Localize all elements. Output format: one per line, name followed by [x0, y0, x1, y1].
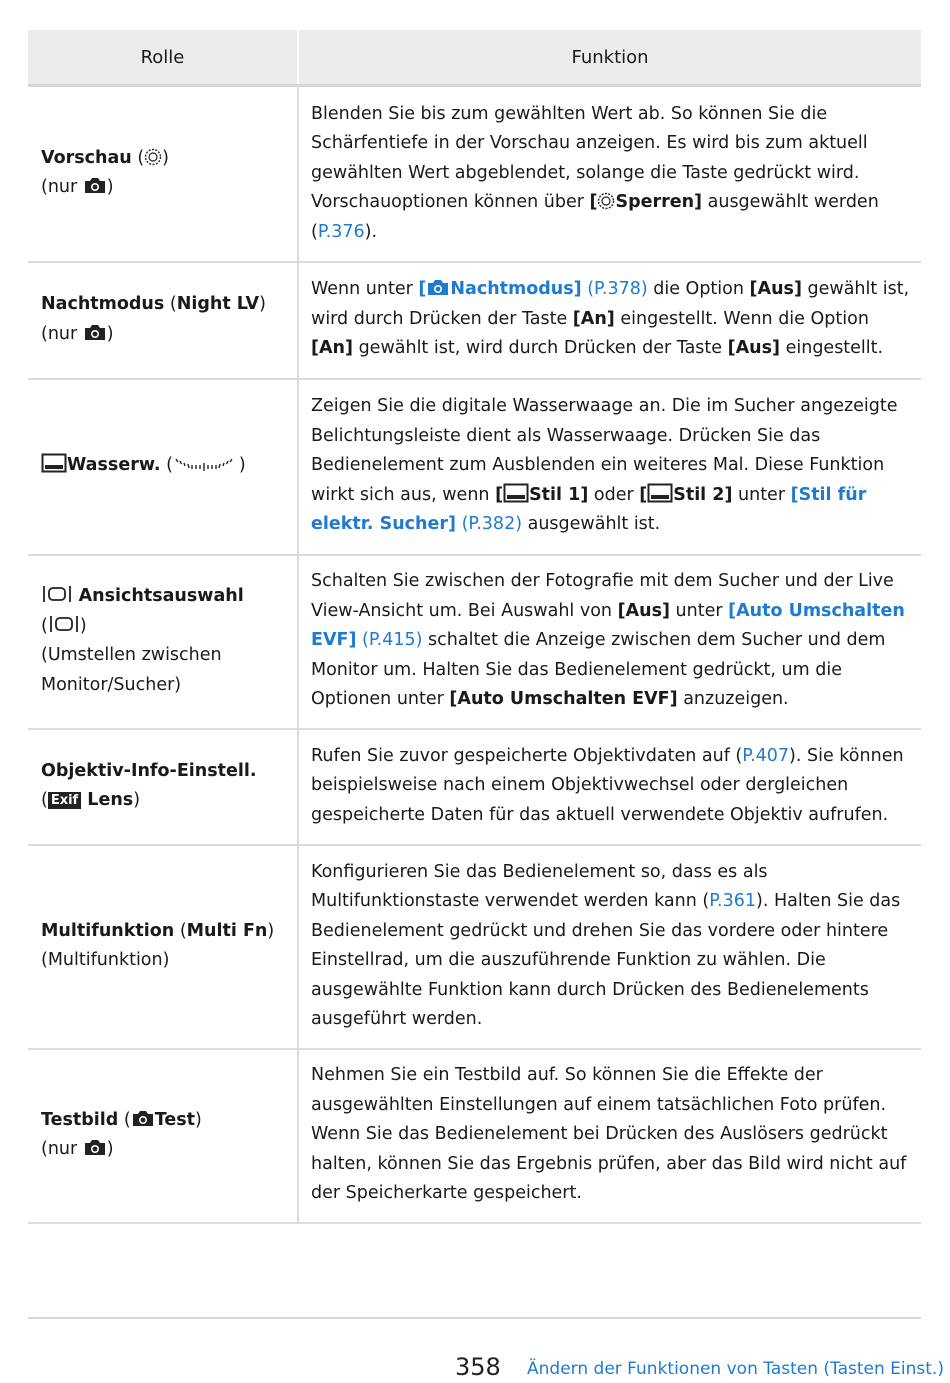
func-text: ausgewählt ist. [522, 514, 661, 535]
settings-table-page [28, 30, 921, 1224]
option: [Aus] [749, 279, 802, 300]
bracket: [ [589, 192, 598, 212]
func-text: ausgewählt werden ( [311, 192, 879, 242]
page-link[interactable]: (P.382) [456, 514, 523, 535]
camera-icon [83, 1138, 107, 1156]
paren: ) [194, 1109, 202, 1130]
option: [An] [572, 308, 615, 329]
table-row [28, 845, 921, 1049]
table-row [28, 555, 921, 729]
function-cell [298, 729, 921, 845]
paren: ( [41, 790, 48, 810]
func-text: Zeigen Sie die digitale Wasserwaage an. Die im Sucher angezeigte Belichtungsleiste dient als Wasserwaage. Drücken Sie das Bedienelement zum Ausblenden ein weiteres Mal. Diese Funktion wirkt sich aus, wenn [311, 396, 898, 505]
paren: ( [160, 455, 173, 476]
page-link[interactable]: P.361 [709, 891, 756, 911]
only-label: (nur [41, 323, 83, 344]
page-link[interactable]: P.376 [317, 221, 365, 242]
func-text: ). [364, 221, 378, 242]
function-table [28, 30, 921, 1224]
function-cell [298, 86, 921, 262]
role-cell [28, 845, 298, 1049]
bracket: [ [495, 484, 504, 505]
paren: ) [106, 323, 114, 344]
menu-link[interactable]: [Stil für elektr. Sucher] [311, 484, 867, 535]
paren: ) [133, 790, 141, 810]
role-name: Wasserw. [67, 455, 161, 476]
option: [An] [311, 338, 353, 359]
function-cell [298, 1049, 921, 1223]
table-row [28, 379, 921, 555]
role-name: Ansichtsauswahl [78, 586, 244, 606]
evf-icon [41, 453, 67, 473]
table-row [28, 1049, 921, 1223]
paren: ) [162, 147, 169, 168]
view-selector-icon [48, 614, 80, 634]
role-cell [28, 262, 298, 379]
option: [Aus] [617, 600, 670, 621]
table-header-row [28, 30, 921, 86]
role-name: Multifunktion [41, 920, 175, 941]
menu-link[interactable]: [Auto Umschalten EVF] [311, 600, 905, 651]
func-text: Wenn unter [311, 279, 419, 300]
footer-divider [28, 1317, 921, 1319]
paren: ) [267, 920, 275, 941]
func-text: eingestellt. [780, 338, 884, 359]
paren: ( [174, 920, 187, 941]
role-description: (Umstellen zwischen Monitor/Sucher) [41, 645, 222, 695]
option: Stil 1] [529, 484, 589, 505]
only-label: (nur [41, 177, 83, 198]
section-title-link[interactable]: Ändern der Funktionen von Tasten (Tasten Einst.) [527, 1359, 944, 1379]
paren: ( [41, 615, 48, 636]
option: Stil 2] [673, 484, 733, 505]
paren: ) [238, 455, 246, 476]
function-cell [298, 262, 921, 379]
table-row [28, 729, 921, 845]
role-name: Nachtmodus [41, 294, 165, 314]
role-cell [28, 379, 298, 555]
paren: ) [79, 615, 87, 636]
func-text: gewählt ist, wird durch Drücken der Taste [311, 279, 910, 329]
table-row [28, 86, 921, 262]
paren: ) [106, 1139, 114, 1159]
func-text: schaltet die Anzeige zwischen dem Sucher und dem Monitor um. Halten Sie das Bedienelement gedrückt, um die Optionen unter [311, 630, 886, 710]
evf-icon [647, 483, 673, 503]
role-cell [28, 86, 298, 262]
role-name: Testbild [41, 1109, 119, 1130]
evf-icon [503, 483, 529, 503]
role-cell [28, 729, 298, 845]
func-text: ). Halten Sie das Bedienelement gedrückt und drehen Sie das vordere oder hintere Einstellrad, um die auszuführende Funktion zu wählen. Die ausgewählte Funktion kann durch Drücken des Bedienelements ausgeführt werden. [311, 891, 901, 1029]
func-text: unter [669, 600, 729, 621]
func-text: Nehmen Sie ein Testbild auf. So können Sie die Effekte der ausgewählten Einstellungen auf einem tatsächlichen Foto prüfen. Wenn Sie das Bedienelement bei Drücken des Auslösers gedrückt halten, können Sie das Ergebnis prüfen, aber das Bild wird nicht auf der Speicherkarte gespeichert. [311, 1065, 907, 1204]
role-name: Vorschau [41, 147, 132, 168]
func-text: die Option [647, 279, 750, 300]
paren: ) [259, 294, 266, 314]
func-text: anzuzeigen. [677, 689, 789, 710]
view-selector-icon [41, 584, 73, 604]
page-link[interactable]: P.407 [742, 745, 790, 766]
option: [Auto Umschalten EVF] [449, 689, 678, 710]
header-role: Rolle [28, 30, 298, 86]
camera-icon [83, 176, 107, 194]
func-text: Blenden Sie bis zum gewählten Wert ab. So können Sie die Schärfentiefe in der Vorschau anzeigen. Es wird bis zum aktuell gewählten Wert abgeblendet, solange die Taste gedrückt wird. Vorschauoptionen können über [311, 103, 868, 212]
exif-icon: Exif [48, 792, 81, 809]
bracket: [ [639, 484, 648, 505]
camera-icon [131, 1109, 155, 1127]
func-text: unter [732, 484, 791, 505]
func-text: oder [588, 484, 640, 505]
function-cell [298, 379, 921, 555]
paren: ( [131, 147, 145, 168]
role-cell [28, 555, 298, 729]
aperture-icon [597, 192, 615, 210]
func-text: Schalten Sie zwischen der Fotografie mit dem Sucher und der Live View-Ansicht um. Bei Auswahl von [311, 571, 894, 621]
paren: ( [118, 1109, 131, 1130]
page-link[interactable]: (P.415) [356, 630, 423, 651]
option: [Aus] [727, 338, 781, 359]
paren: ) [106, 177, 114, 198]
function-cell [298, 555, 921, 729]
menu-link[interactable]: Nachtmodus] [450, 279, 582, 300]
page-number: 358 [455, 1353, 501, 1381]
func-text: gewählt ist, wird durch Drücken der Taste [353, 338, 728, 359]
role-sub: Night LV [176, 294, 260, 314]
func-text: Rufen Sie zuvor gespeicherte Objektivdaten auf ( [311, 745, 743, 766]
table-row [28, 262, 921, 379]
aperture-icon [144, 148, 162, 166]
func-text: eingestellt. Wenn die Option [614, 308, 869, 329]
menu-name: Sperren] [615, 192, 703, 212]
role-description: (Multifunktion) [41, 950, 170, 970]
role-sub: Multi Fn [186, 920, 268, 941]
role-name: Objektiv-Info-Einstell. [41, 760, 257, 781]
function-cell [298, 845, 921, 1049]
func-text: ). Sie können beispielsweise nach einem Objektivwechsel oder dergleichen gespeicherte Daten für das aktuell verwendete Objektiv aufrufen. [311, 745, 904, 825]
level-gauge-icon [173, 455, 239, 473]
only-label: (nur [41, 1139, 83, 1159]
role-cell [28, 1049, 298, 1223]
role-sub: Test [154, 1109, 195, 1130]
func-text: Konfigurieren Sie das Bedienelement so, dass es als Multifunktionstaste verwendet werden kann ( [311, 861, 768, 911]
header-function: Funktion [298, 30, 921, 86]
role-sub: Lens [81, 790, 134, 810]
paren: ( [164, 294, 177, 314]
menu-link[interactable]: [ [418, 279, 427, 300]
page-link[interactable]: (P.378) [581, 279, 648, 300]
camera-icon [426, 278, 450, 296]
camera-icon [83, 323, 107, 341]
